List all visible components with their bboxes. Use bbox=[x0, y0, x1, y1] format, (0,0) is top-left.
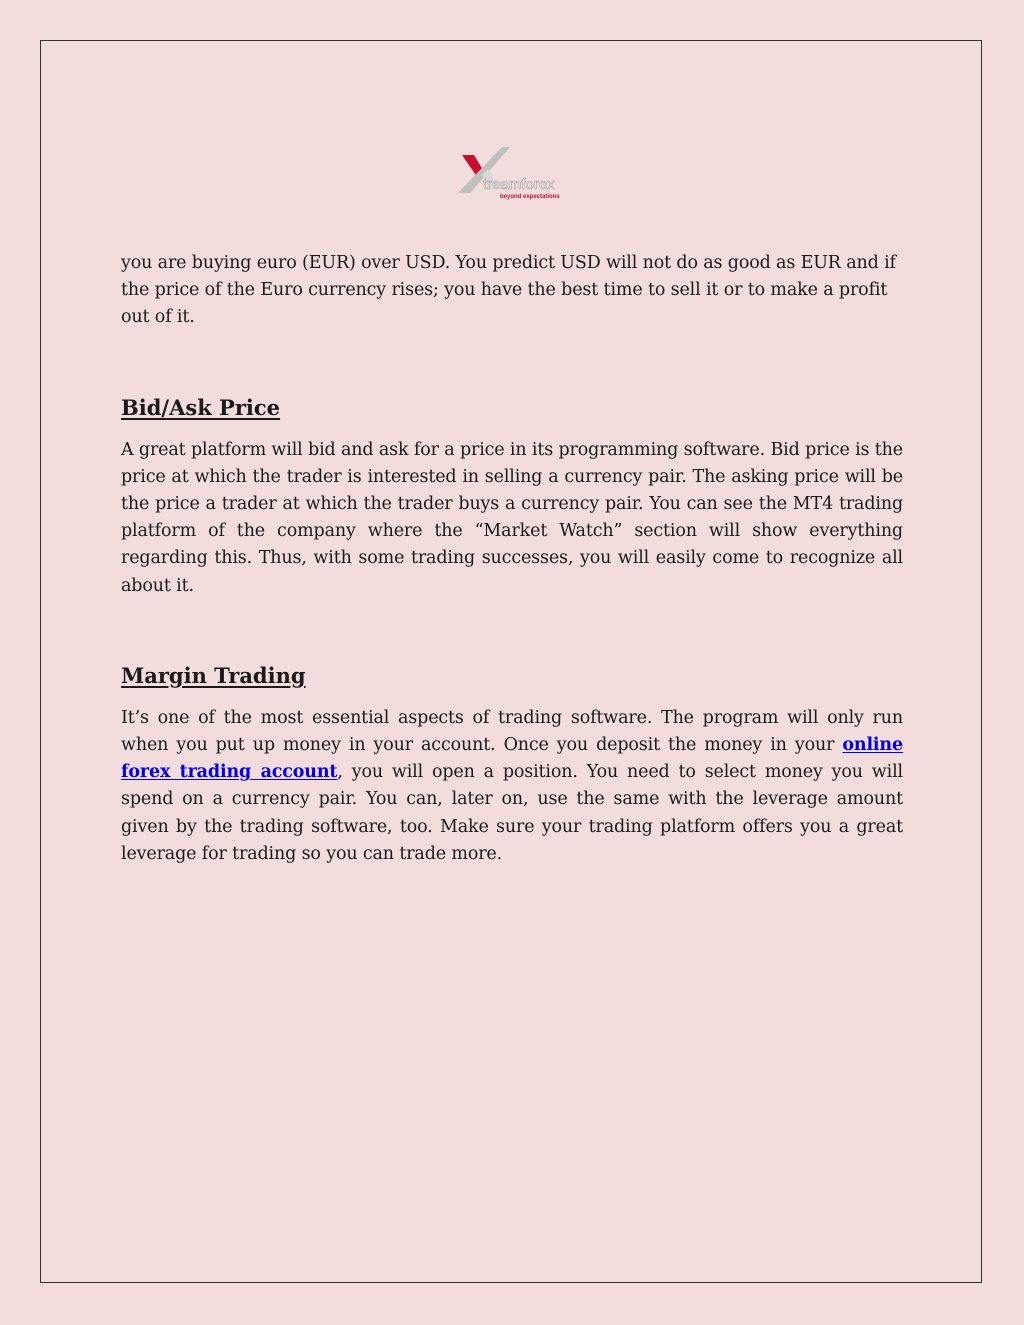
xtreamforex-logo bbox=[452, 145, 574, 203]
margin-text-before: It’s one of the most essential aspects of trading software. The program will only run when you put up money in your account. Once you deposit the money in your bbox=[121, 707, 903, 756]
logo-tagline: beyond expectations bbox=[500, 194, 560, 200]
logo-mark bbox=[452, 145, 574, 203]
bid-ask-heading: Bid/Ask Price bbox=[121, 394, 281, 420]
online-forex-trading-account-link[interactable]: online forex trading account bbox=[121, 735, 903, 783]
logo-brand-text: treamforex bbox=[483, 176, 555, 193]
document-body bbox=[121, 250, 903, 868]
intro-paragraph: you are buying euro (EUR) over USD. You predict USD will not do as good as EUR and if the price of the Euro currency rises; you have the best time to sell it or to make a profit out of it. bbox=[121, 253, 896, 328]
bid-ask-paragraph: A great platform will bid and ask for a price in its programming software. Bid price is the price at which the trader is interested in selling a currency pair. The asking price will be the price a trader at which the trader buys a currency pair. You can see the MT4 trading platform of the company where the “Market Watch” section will show everything regarding this. Thus, with some trading successes, you will easily come to recognize all about it. bbox=[121, 439, 903, 596]
margin-text-after: , you will open a position. You need to select money you will spend on a currency pair. You can, later on, use the same with the leverage amount given by the trading software, too. Make sure your trading platform offers you a great leverage for trading so you can trade more. bbox=[121, 762, 903, 864]
margin-trading-paragraph bbox=[121, 705, 903, 868]
margin-trading-heading: Margin Trading bbox=[121, 662, 306, 688]
